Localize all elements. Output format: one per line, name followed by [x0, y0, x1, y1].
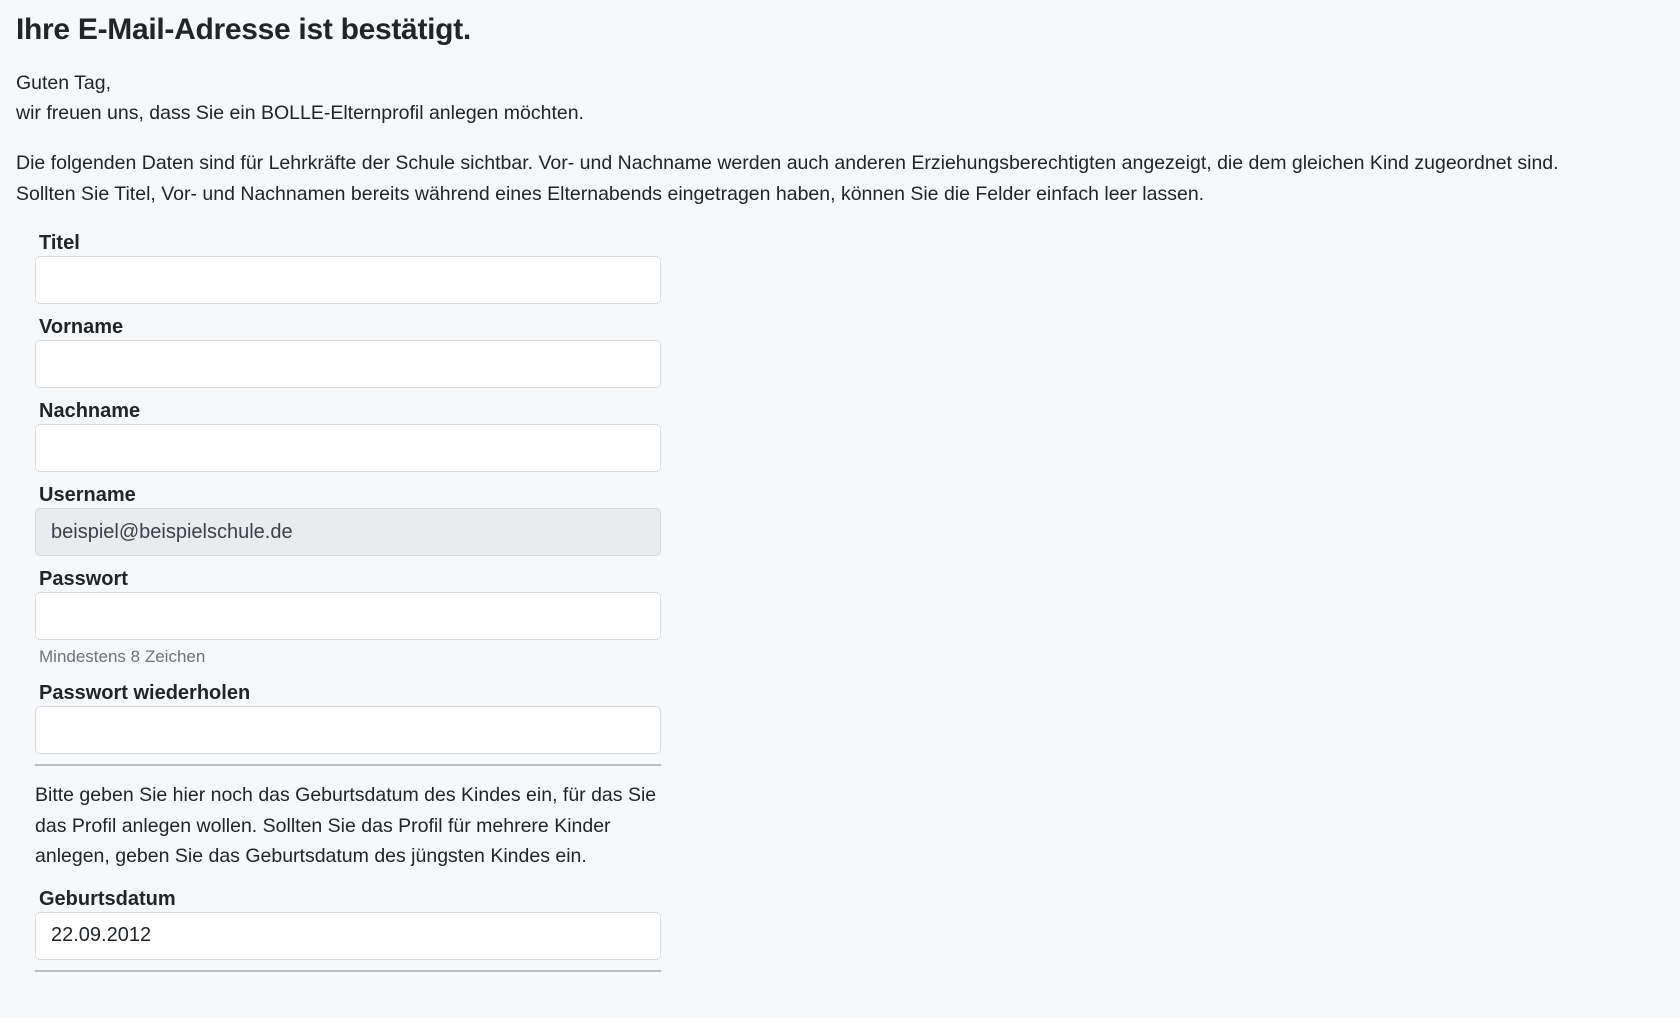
greeting-line-2: wir freuen uns, dass Sie ein BOLLE-Elternprofil anlegen möchten.	[16, 102, 584, 124]
username-label: Username	[39, 484, 136, 506]
greeting-text	[16, 68, 1664, 128]
section-divider	[35, 764, 661, 766]
password-repeat-label: Passwort wiederholen	[39, 682, 251, 704]
firstname-label: Vorname	[39, 316, 124, 338]
bottom-divider	[35, 970, 661, 972]
lastname-label: Nachname	[39, 400, 141, 422]
password-label: Passwort	[39, 568, 128, 590]
child-birthdate-info: Bitte geben Sie hier noch das Geburtsdatum des Kindes ein, für das Sie das Profil anlegen wollen. Sollten Sie das Profil für mehrere Kinder anlegen, geben Sie das Geburtsdatum des jüngsten Kindes ein.	[35, 784, 657, 867]
visibility-info	[16, 148, 1664, 210]
title-input[interactable]	[35, 256, 661, 304]
visibility-info-line-2: Sollten Sie Titel, Vor- und Nachnamen bereits während eines Elternabends eingetragen haben, können Sie die Felder einfach leer lassen.	[16, 183, 1205, 205]
password-help-text: Mindestens 8 Zeichen	[39, 647, 206, 666]
page-title: Ihre E-Mail-Adresse ist bestätigt.	[16, 13, 471, 46]
parent-profile-form	[35, 230, 661, 972]
greeting-line-1: Guten Tag,	[16, 72, 112, 94]
password-input[interactable]	[35, 592, 661, 640]
firstname-input[interactable]	[35, 340, 661, 388]
lastname-input[interactable]	[35, 424, 661, 472]
title-label: Titel	[39, 232, 80, 254]
username-input	[35, 508, 661, 556]
birthdate-label: Geburtsdatum	[39, 887, 176, 910]
visibility-info-line-1: Die folgenden Daten sind für Lehrkräfte der Schule sichtbar. Vor- und Nachname werden auch anderen Erziehungsberechtigten angezeigt, die dem gleichen Kind zugeordnet sind.	[16, 152, 1559, 174]
birthdate-input[interactable]	[35, 912, 661, 960]
password-repeat-input[interactable]	[35, 706, 661, 754]
